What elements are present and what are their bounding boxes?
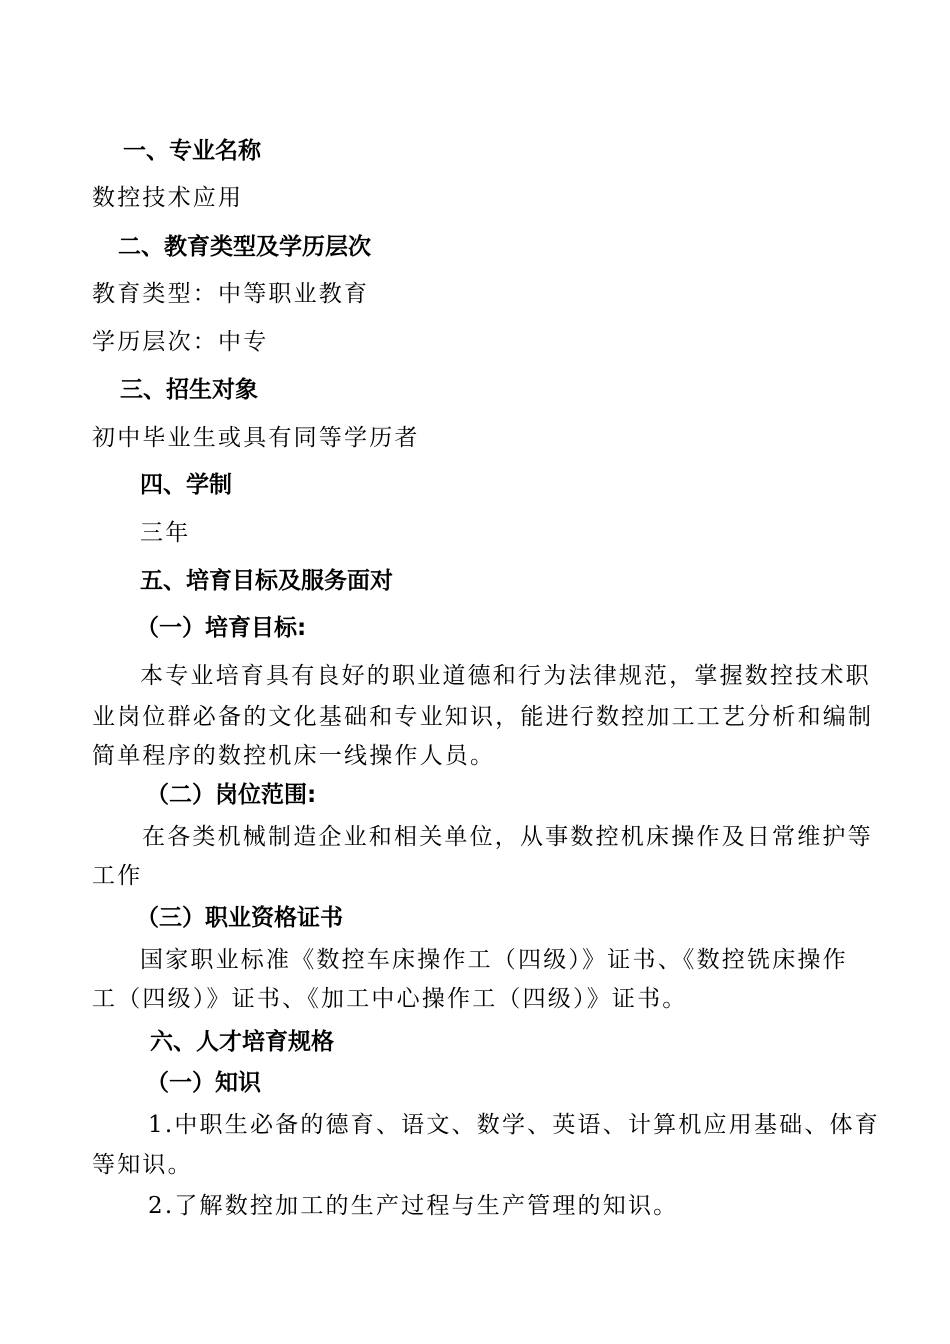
section-1-heading: 一、专业名称: [123, 138, 261, 164]
section-4-heading: 四、学制: [140, 472, 232, 498]
certificate-heading: （三）职业资格证书: [136, 905, 343, 931]
training-goal-line-1: 本专业培育具有良好的职业道德和行为法律规范，掌握数控技术职: [140, 663, 871, 689]
certificate-line-2: 工（四级）》证书、《加工中心操作工（四级）》证书。: [92, 986, 688, 1012]
certificate-line-1: 国家职业标准《数控车床操作工（四级）》证书、《数控铣床操作: [140, 947, 848, 973]
section-5-heading: 五、培育目标及服务面对: [140, 568, 393, 594]
education-level-line: 学历层次：中专: [92, 329, 269, 355]
section-1-body: 数控技术应用: [92, 185, 244, 211]
job-scope-line-2: 工作: [92, 863, 143, 889]
section-3-body: 初中毕业生或具有同等学历者: [92, 425, 420, 451]
knowledge-heading: （一）知识: [146, 1070, 261, 1096]
training-goal-line-3: 简单程序的数控机床一线操作人员。: [92, 743, 496, 769]
job-scope-line-1: 在各类机械制造企业和相关单位，从事数控机床操作及日常维护等: [142, 824, 873, 850]
training-goal-line-2: 业岗位群必备的文化基础和专业知识，能进行数控加工工艺分析和编制: [92, 704, 874, 730]
knowledge-item-1-line-1: 1.中职生必备的德育、语文、数学、英语、计算机应用基础、体育: [148, 1112, 880, 1138]
job-scope-heading: （二）岗位范围:: [146, 782, 317, 808]
education-type-line: 教育类型：中等职业教育: [92, 281, 370, 307]
training-goal-heading: （一）培育目标:: [136, 615, 307, 641]
knowledge-item-2: 2.了解数控加工的生产过程与生产管理的知识。: [148, 1193, 679, 1219]
section-6-heading: 六、人才培育规格: [150, 1029, 334, 1055]
section-4-body: 三年: [140, 520, 191, 546]
knowledge-item-1-line-2: 等知识。: [92, 1152, 193, 1178]
section-2-heading: 二、教育类型及学历层次: [118, 234, 371, 260]
section-3-heading: 三、招生对象: [120, 377, 258, 403]
